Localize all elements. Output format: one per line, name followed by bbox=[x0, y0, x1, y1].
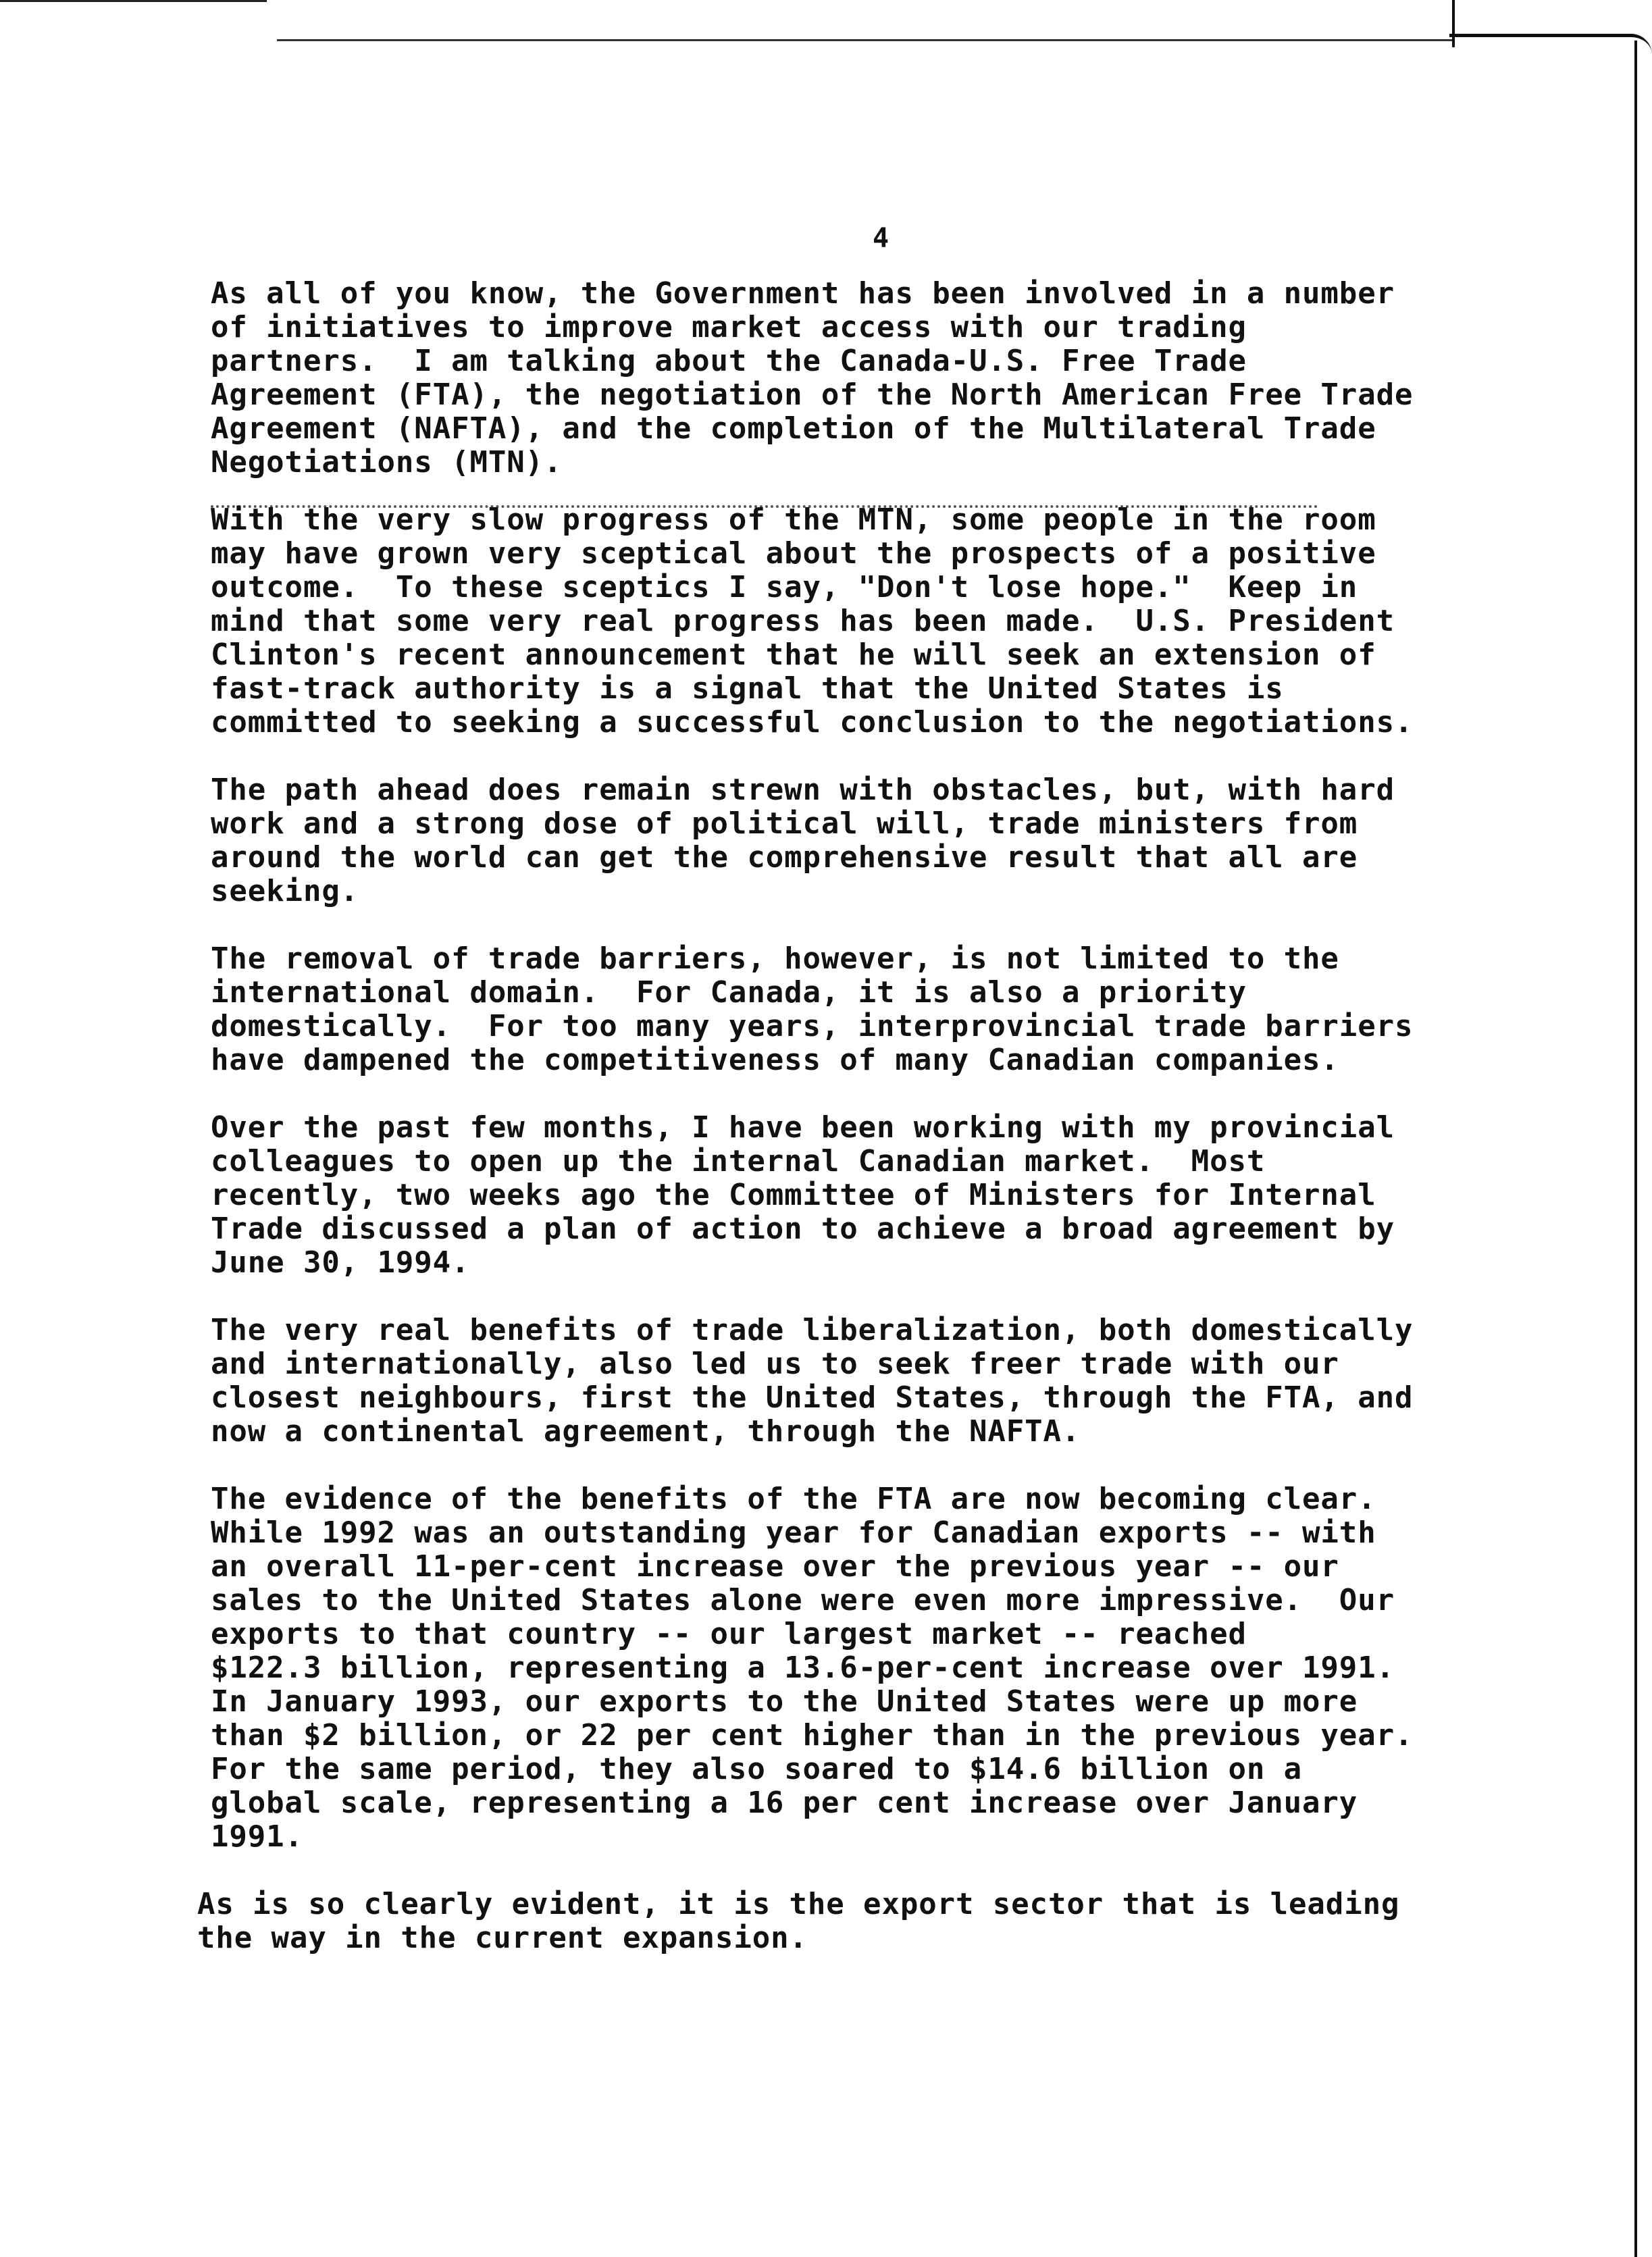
scan-edge-top bbox=[0, 0, 267, 2]
paragraph-mtn-progress: With the very slow progress of the MTN, some people in the room may have grown very sceptical about the prospects of a positive outcome. To these sceptics I say, "Don't lose hope." Keep in mind that some very real progress has been made. U.S. President Clinton's recent announcement that he will seek an extension of fast-track authority is a signal that the United States is committed to seeking a successful conclusion to the negotiations. bbox=[211, 502, 1414, 740]
paragraph-export-sector: As is so clearly evident, it is the export sector that is leading the way in the current expansion. bbox=[197, 1887, 1400, 1955]
paragraph-fta-evidence: The evidence of the benefits of the FTA are now becoming clear. While 1992 was an outstanding year for Canadian exports -- with an overall 11-per-cent increase over the previous year -- our sales to the United States alone were even more impressive. Our exports to that country -- our largest market -- reached $122.3 billion, representing a 13.6-per-cent increase over 1991. In January 1993, our exports to the United States were up more than $2 billion, or 22 per cent higher than in the previous year. For the same period, they also soared to $14.6 billion on a global scale, representing a 16 per cent increase over January 1991. bbox=[211, 1482, 1414, 1854]
page-number: 4 bbox=[872, 223, 889, 254]
paragraph-trade-barriers: The removal of trade barriers, however, is not limited to the international domain. For Canada, it is also a priority domestically. For too many years, interprovincial trade barriers have dampened the competitiveness of many Canadian companies. bbox=[211, 941, 1414, 1077]
scan-corner bbox=[1449, 34, 1652, 55]
paragraph-trade-liberalization: The very real benefits of trade liberalization, both domestically and internationally, also led us to seek freer trade with our closest neighbours, first the United States, through the FTA, and now a continental agreement, through the NAFTA. bbox=[211, 1313, 1414, 1449]
scan-rule bbox=[277, 39, 1452, 41]
paragraph-internal-market: Over the past few months, I have been working with my provincial colleagues to open up the internal Canadian market. Most recently, two weeks ago the Committee of Ministers for Internal Trade discussed a plan of action to achieve a broad agreement by June 30, 1994. bbox=[211, 1110, 1395, 1280]
paragraph-market-access: As all of you know, the Government has been involved in a number of initiatives to improve market access with our trading partners. I am talking about the Canada-U.S. Free Trade Agreement (FTA), the negotiation of the North American Free Trade Agreement (NAFTA), and the completion of the Multilateral Trade Negotiations (MTN). bbox=[211, 276, 1414, 479]
document-body bbox=[197, 276, 1561, 1989]
scan-edge-right bbox=[1634, 41, 1652, 2257]
paragraph-path-ahead: The path ahead does remain strewn with obstacles, but, with hard work and a strong dose of political will, trade ministers from around the world can get the comprehensive result that all are seeking. bbox=[211, 773, 1395, 908]
